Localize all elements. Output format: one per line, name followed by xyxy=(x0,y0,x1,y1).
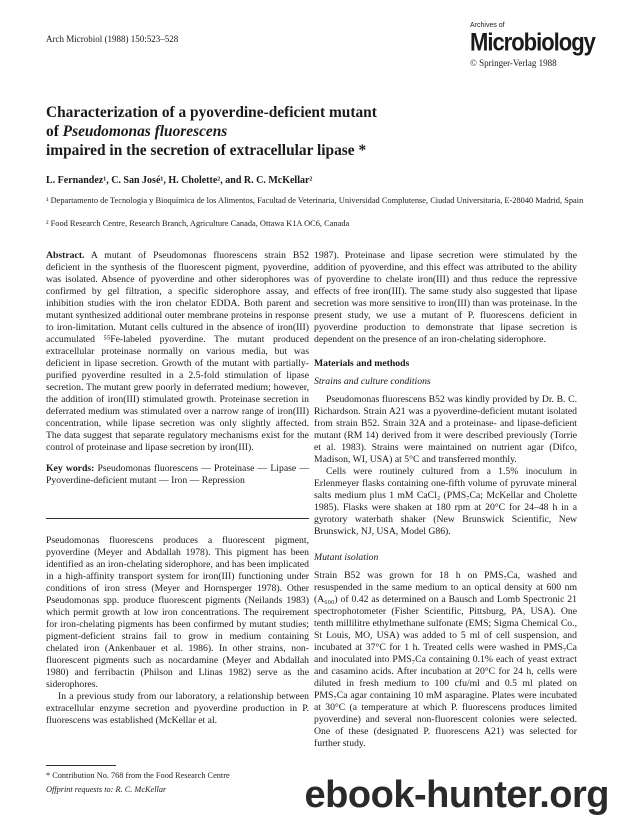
strains-paragraph-1: Pseudomonas fluorescens B52 was kindly provided by Dr. B. C. Richardson. Strain A21 was a pyoverdine-deficient mutant isolated from strain B52. Strain 32A and a proteinase- and lipase-deficient mutant (RM 14) derived from it were described previously (Torrie et al. 1983). Strains were maintained on nutrient agar (Difco, Madison, WI, USA) at 5°C and transferred monthly. xyxy=(314,394,577,465)
mutant-heading: Mutant isolation xyxy=(314,552,379,563)
abstract-label: Abstract. xyxy=(46,250,85,261)
affiliation-1: ¹ Departamento de Tecnologia y Bioquímica de los Alimentos, Facultad de Veterinaria, Universidad Complutense, Ciudad Universitaria, E-28040 Madrid, Spain xyxy=(46,196,584,205)
methods-heading: Materials and methods xyxy=(314,358,410,369)
intro-paragraph-1: Pseudomonas fluorescens produces a fluorescent pigment, pyoverdine (Meyer and Abdallah 1978). This pigment has been identified as an iron-chelating siderophore, and has been implicated in a high-affinity transport system for iron(III) functioning under conditions of iron stress (Meyer and Hornsperger 1978). Other Pseudomonas spp. produce fluorescent pigments (Neilands 1983) which permit growth at low iron concentrations. The requirement for iron-chelating pigments has been confirmed by mutant studies; pigment-deficient strains fail to grow in medium containing chelated iron (Ankenbauer et al. 1986). In other strains, non-fluorescent pigments such as nocardamine (Meyer and Abdallah 1980) and ferribactin (Philson and Llinas 1982) serve as the siderophores. xyxy=(46,535,309,690)
copyright: © Springer-Verlag 1988 xyxy=(470,58,557,68)
affiliation-2: ² Food Research Centre, Research Branch, Agriculture Canada, Ottawa K1A OC6, Canada xyxy=(46,219,350,228)
strains-heading: Strains and culture conditions xyxy=(314,376,431,387)
article-title xyxy=(46,103,586,160)
journal-reference: Arch Microbiol (1988) 150:523–528 xyxy=(46,34,179,44)
authors: L. Fernandez¹, C. San José¹, H. Cholette², and R. C. McKellar² xyxy=(46,175,313,186)
abstract xyxy=(46,250,309,487)
watermark: ebook-hunter.org xyxy=(304,774,609,816)
title-line-3: impaired in the secretion of extracellular lipase * xyxy=(46,142,367,159)
introduction xyxy=(46,535,309,727)
mutant-paragraph: Strain B52 was grown for 18 h on PMS₇Ca, washed and resuspended in the same medium to an optical density at 600 nm (A₆₀₀) of 0.42 as determined on a Bausch and Lomb Spectronic 21 spectrophotometer (Fisher Scientific, Pittsburg, PA, USA). One tenth millilitre ethylmethane sulfonate (EMS; Sigma Chemical Co., St Louis, MO, USA) was added to 5 ml of cell suspension, and incubated at 37°C for 1 h. Treated cells were washed in PMS₇Ca and inoculated into PMS₇Ca containing 0.1% each of yeast extract and casamino acids. After incubation at 20°C for 24 h, cells were diluted in fresh medium to 100 cfu/ml and 0.5 ml plated on PMS₇Ca agar containing 10 mM asparagine. Plates were incubated at 30°C (a temperature at which P. fluorescens produces limited pyoverdine) and several non-fluorescent colonies were selected. One of these (designated P. fluorescens A21) was selected for further study. xyxy=(314,570,577,749)
intro-continuation: 1987). Proteinase and lipase secretion were stimulated by the addition of pyoverdine, and this effect was attributed to the ability of pyoverdine to chelate iron(III) and thus reduce the repressive effects of free iron(III). The same study also suggested that lipase secretion was more sensitive to iron(III) than was proteinase. In the present study, we use a mutant of P. fluorescens deficient in pyoverdine production to demonstrate that lipase secretion is dependent on the presence of an iron-chelating siderophore. xyxy=(314,250,577,345)
footnote-divider xyxy=(46,765,116,766)
logo-wordmark: Microbiology xyxy=(470,27,595,57)
footnote-contribution: * Contribution No. 768 from the Food Research Centre xyxy=(46,771,230,780)
keywords-label: Key words: xyxy=(46,463,95,474)
title-line-1: Characterization of a pyoverdine-deficient mutant xyxy=(46,104,377,121)
right-column xyxy=(314,250,577,750)
title-species: Pseudomonas fluorescens xyxy=(62,123,228,140)
keywords-text: Pseudomonas fluorescens — Proteinase — Lipase — Pyoverdine-deficient mutant — Iron — Repression xyxy=(46,463,310,486)
title-line-2: of Pseudomonas fluorescens xyxy=(46,123,228,140)
section-divider xyxy=(46,518,309,519)
intro-paragraph-2: In a previous study from our laboratory, a relationship between extracellular enzyme secretion and pyoverdine production in P. fluorescens was established (McKellar et al. xyxy=(46,691,309,726)
footnote-offprint: Offprint requests to: R. C. McKellar xyxy=(46,785,167,794)
abstract-text: A mutant of Pseudomonas fluorescens strain B52 deficient in the synthesis of the fluorescent pigment, pyoverdine, was isolated. Absence of pyoverdine and other siderophores was confirmed by gel filtration, a specific siderophore assay, and inhibition studies with the iron chelator EDDA. Both parent and mutant synthesized additional outer membrane proteins in response to iron-limitation. Mutant cells cultured in the absence of iron(III) accumulated ⁵⁵Fe-labeled pyoverdine. The mutant produced extracellular proteinase normally on various media, but was deficient in lipase secretion. Growth of the mutant with partially-purified pyoverdine resulted in a 2.5-fold stimulation of lipase secretion. The mutant grew poorly in deferrated medium; however, the addition of iron(III) stimulated growth. Proteinase secretion in deferrated medium was stimulated over a narrow range of iron(III) concentration, while lipase secretion was only slightly affected. The data suggest that separate regulatory mechanisms exist for the control of proteinase and lipase secretion by iron(III). xyxy=(46,250,309,453)
journal-logo xyxy=(470,22,595,57)
logo-top-text: Archives of xyxy=(470,22,505,29)
strains-paragraph-2: Cells were routinely cultured from a 1.5% inoculum in Erlenmeyer flasks containing one-fifth volume of pyruvate mineral salts medium plus 1 mM CaCl₂ (PMS₇Ca; McKellar and Cholette 1985). Flasks were shaken at 180 rpm at 20°C for 24–48 h in a gyrotory waterbath shaker (New Brunswick Scientific, New Brunswick, NJ, USA, Model G86). xyxy=(314,466,577,537)
